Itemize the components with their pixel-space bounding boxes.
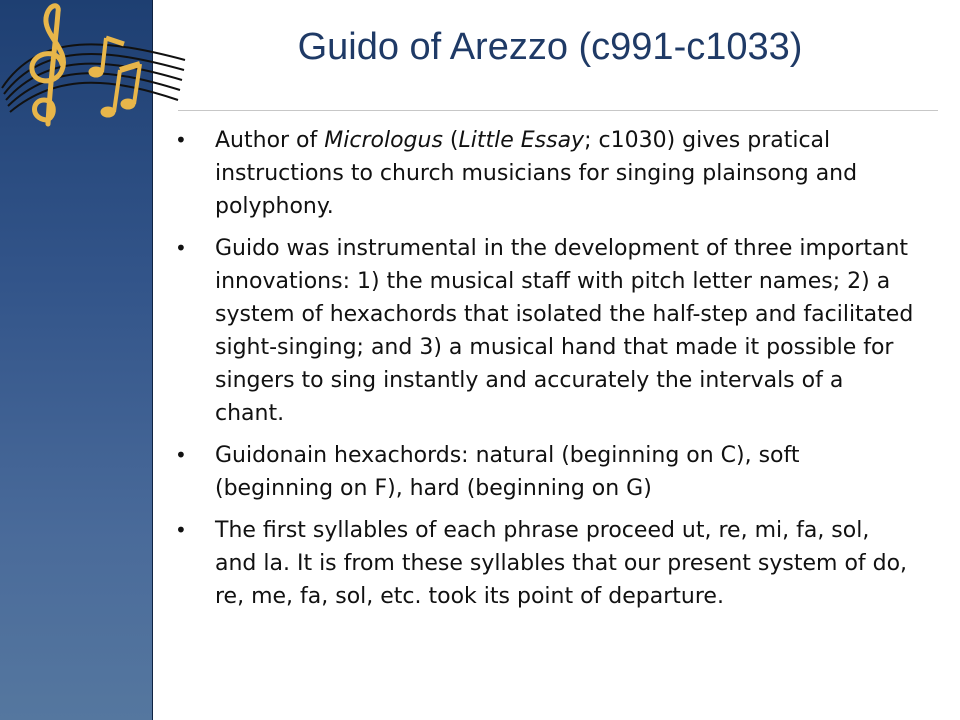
- bullet-icon: •: [175, 236, 187, 260]
- list-item: [175, 232, 915, 430]
- book-title: Micrologus: [324, 128, 443, 153]
- title-divider: [178, 110, 938, 111]
- bullet-icon: •: [175, 518, 187, 542]
- bullet-text: Guidonain hexachords: natural (beginning on C), soft (beginning on F), hard (beginning on G): [215, 443, 800, 501]
- list-item: [175, 439, 915, 505]
- bullet-icon: •: [175, 128, 187, 152]
- list-item: [175, 124, 915, 223]
- list-item: [175, 514, 915, 613]
- bullet-text: ; c1030) gives pratical instructions to church musicians for singing plainsong and polyphony.: [215, 128, 858, 219]
- bullet-text: Guido was instrumental in the development of three important innovations: 1) the musical staff with pitch letter names; 2) a system of hexachords that isolated the half-step and facilitated sight-singing; and 3) a musical hand that made it possible for singers to sing instantly and accurately the intervals of a chant.: [215, 236, 914, 426]
- bullet-text: Author of: [215, 128, 325, 153]
- bullet-text: (: [442, 128, 459, 153]
- book-subtitle: Little Essay: [458, 128, 585, 153]
- bullet-icon: •: [175, 443, 187, 467]
- bullet-list: [175, 124, 915, 622]
- bullet-text: The first syllables of each phrase proceed ut, re, mi, fa, sol, and la. It is from these syllables that our present system of do, re, me, fa, sol, etc. took its point of departure.: [215, 518, 908, 609]
- slide-title: Guido of Arezzo (c991-c1033): [297, 26, 803, 68]
